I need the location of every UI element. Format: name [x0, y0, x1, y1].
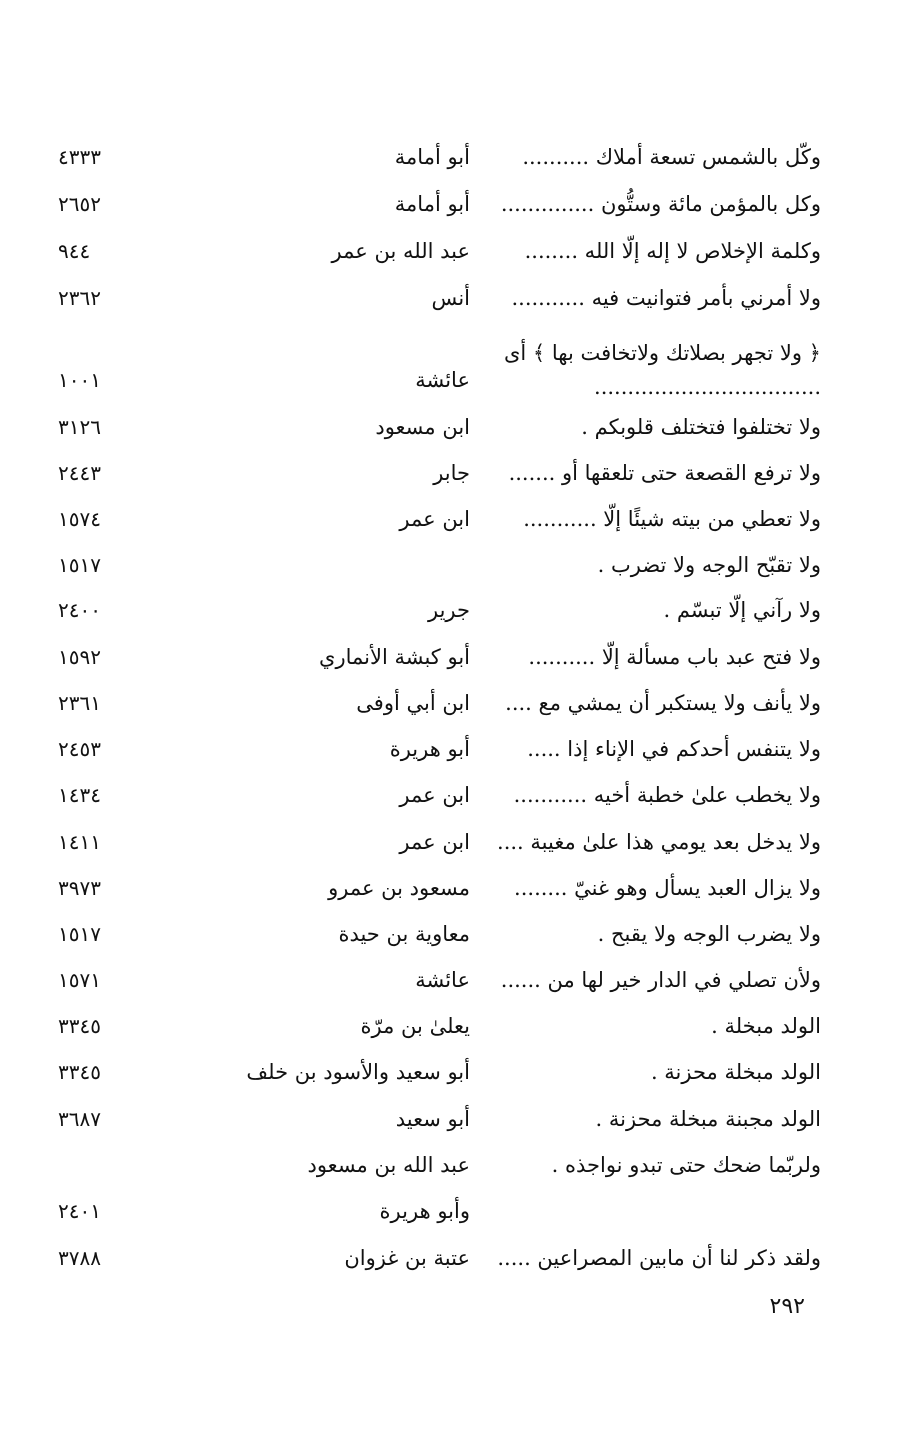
entry-number: ١٥٧٤ — [58, 507, 101, 531]
index-entry — [0, 231, 897, 271]
entry-number: ١٤١١ — [58, 830, 101, 854]
index-entry — [0, 545, 897, 585]
entry-narrator: أبو هريرة — [389, 737, 470, 761]
index-entry — [0, 729, 897, 769]
entry-text: ولا ترفع القصعة حتى تلعقها أو ....... — [508, 461, 821, 485]
entry-number: ٣٣٤٥ — [58, 1060, 101, 1084]
index-entry — [0, 278, 897, 318]
entry-narrator: عائشة — [415, 368, 470, 392]
entry-number: ٢٦٥٢ — [58, 192, 101, 216]
entry-number: ٣٧٨٨ — [58, 1246, 101, 1270]
index-entry — [0, 1238, 897, 1278]
entry-number: ١٥١٧ — [58, 553, 101, 577]
entry-narrator: جابر — [433, 461, 470, 485]
entry-number: ١٤٣٤ — [58, 783, 101, 807]
entry-narrator: وأبو هريرة — [379, 1199, 470, 1223]
entry-text: ولا تقبّح الوجه ولا تضرب . — [597, 553, 821, 577]
entry-number: ٢٤٠٠ — [58, 598, 101, 622]
entry-number: ٣٦٨٧ — [58, 1107, 101, 1131]
entry-number: ٢٤٠١ — [58, 1199, 101, 1223]
entry-text: ولربّما ضحك حتى تبدو نواجذه . — [551, 1153, 821, 1177]
entry-number: ٢٣٦١ — [58, 691, 101, 715]
index-entry — [0, 590, 897, 630]
entry-number: ١٥٧١ — [58, 968, 101, 992]
entry-number: ٣٩٧٣ — [58, 876, 101, 900]
entry-text: ولا رآني إلّا تبسّم . — [663, 598, 821, 622]
entry-narrator: أنس — [431, 286, 470, 310]
index-entry — [0, 914, 897, 954]
entry-text: وكل بالمؤمن مائة وستُّون .............. — [500, 192, 821, 216]
entry-narrator: ابن عمر — [399, 783, 470, 807]
entry-number: ٣١٢٦ — [58, 415, 101, 439]
entry-narrator: ابن عمر — [399, 507, 470, 531]
entry-narrator: جرير — [428, 598, 470, 622]
entry-number: ٢٣٦٢ — [58, 286, 101, 310]
entry-text: ولا يتنفس أحدكم في الإناء إذا ..... — [527, 737, 821, 761]
entry-text: الولد مبخلة محزنة . — [650, 1060, 821, 1084]
index-entry — [0, 960, 897, 1000]
entry-narrator: يعلىٰ بن مرّة — [360, 1014, 470, 1038]
entry-text: ولا يدخل بعد يومي هذا علىٰ مغيبة .... — [497, 830, 821, 854]
entry-text: ولا يخطب علىٰ خطبة أخيه ........... — [513, 783, 821, 807]
index-entry — [0, 341, 897, 400]
entry-narrator: أبو سعيد — [395, 1107, 470, 1131]
entry-narrator: عائشة — [415, 968, 470, 992]
entry-narrator: معاوية بن حيدة — [338, 922, 470, 946]
entry-narrator: أبو أمامة — [394, 192, 470, 216]
entry-text: ولقد ذكر لنا أن مابين المصراعين ..... — [497, 1246, 821, 1270]
entry-text: وكّل بالشمس تسعة أملاك .......... — [522, 145, 821, 169]
index-entry — [0, 1052, 897, 1092]
index-entry — [0, 683, 897, 723]
entry-number: ١٥١٧ — [58, 922, 101, 946]
entry-text: ولا فتح عبد باب مسألة إلّا .......... — [528, 645, 821, 669]
index-entry — [0, 184, 897, 224]
index-entry — [0, 1099, 897, 1139]
entry-number: ٢٤٥٣ — [58, 737, 101, 761]
entry-text: ولا أمرني بأمر فتوانيت فيه ........... — [511, 286, 821, 310]
index-entry — [0, 822, 897, 862]
index-entry — [0, 1145, 897, 1185]
index-entry — [0, 499, 897, 539]
index-entry — [0, 1006, 897, 1046]
entry-narrator: ابن عمر — [399, 830, 470, 854]
entry-narrator: أبو أمامة — [394, 145, 470, 169]
entry-text: ولا تعطي من بيته شيئًا إلّا ........... — [523, 507, 821, 531]
entry-text: وكلمة الإخلاص لا إله إلّا الله ........ — [524, 239, 821, 263]
entry-text: الولد مبخلة . — [711, 1014, 821, 1038]
entry-text: ولا يضرب الوجه ولا يقبح . — [597, 922, 821, 946]
entry-text: الولد مجبنة مبخلة محزنة . — [595, 1107, 821, 1131]
entry-narrator: عبد الله بن عمر — [331, 239, 470, 263]
entry-narrator: مسعود بن عمرو — [328, 876, 470, 900]
index-entry — [0, 868, 897, 908]
entry-narrator: ابن مسعود — [375, 415, 470, 439]
index-entry — [0, 775, 897, 815]
entry-number: ٩٤٤ — [58, 239, 91, 263]
entry-number: ٤٣٣٣ — [58, 145, 101, 169]
entry-number: ٢٤٤٣ — [58, 461, 101, 485]
index-entry — [0, 1191, 897, 1231]
entry-text: ولا يزال العبد يسأل وهو غنيّ ........ — [514, 876, 821, 900]
entry-text: ﴿ ولا تجهر بصلاتك ولاتخافت بها ﴾ أى .................................. — [503, 341, 821, 399]
page-number: ٢٩٢ — [769, 1294, 805, 1319]
entry-number: ٣٣٤٥ — [58, 1014, 101, 1038]
entry-narrator: أبو سعيد والأسود بن خلف — [246, 1060, 470, 1084]
entry-text: ولا يأنف ولا يستكبر أن يمشي مع .... — [505, 691, 821, 715]
index-entry — [0, 637, 897, 677]
entry-text: ولأن تصلي في الدار خير لها من ...... — [500, 968, 821, 992]
index-entry — [0, 453, 897, 493]
index-entry — [0, 407, 897, 447]
entry-narrator: ابن أبي أوفى — [356, 691, 470, 715]
entry-narrator: عتبة بن غزوان — [344, 1246, 470, 1270]
entry-number: ١٠٠١ — [58, 368, 101, 392]
entry-narrator: أبو كبشة الأنماري — [319, 645, 470, 669]
entry-text: ولا تختلفوا فتختلف قلوبكم . — [581, 415, 821, 439]
entry-narrator: عبد الله بن مسعود — [307, 1153, 470, 1177]
entry-number: ١٥٩٢ — [58, 645, 101, 669]
index-entry — [0, 137, 897, 177]
